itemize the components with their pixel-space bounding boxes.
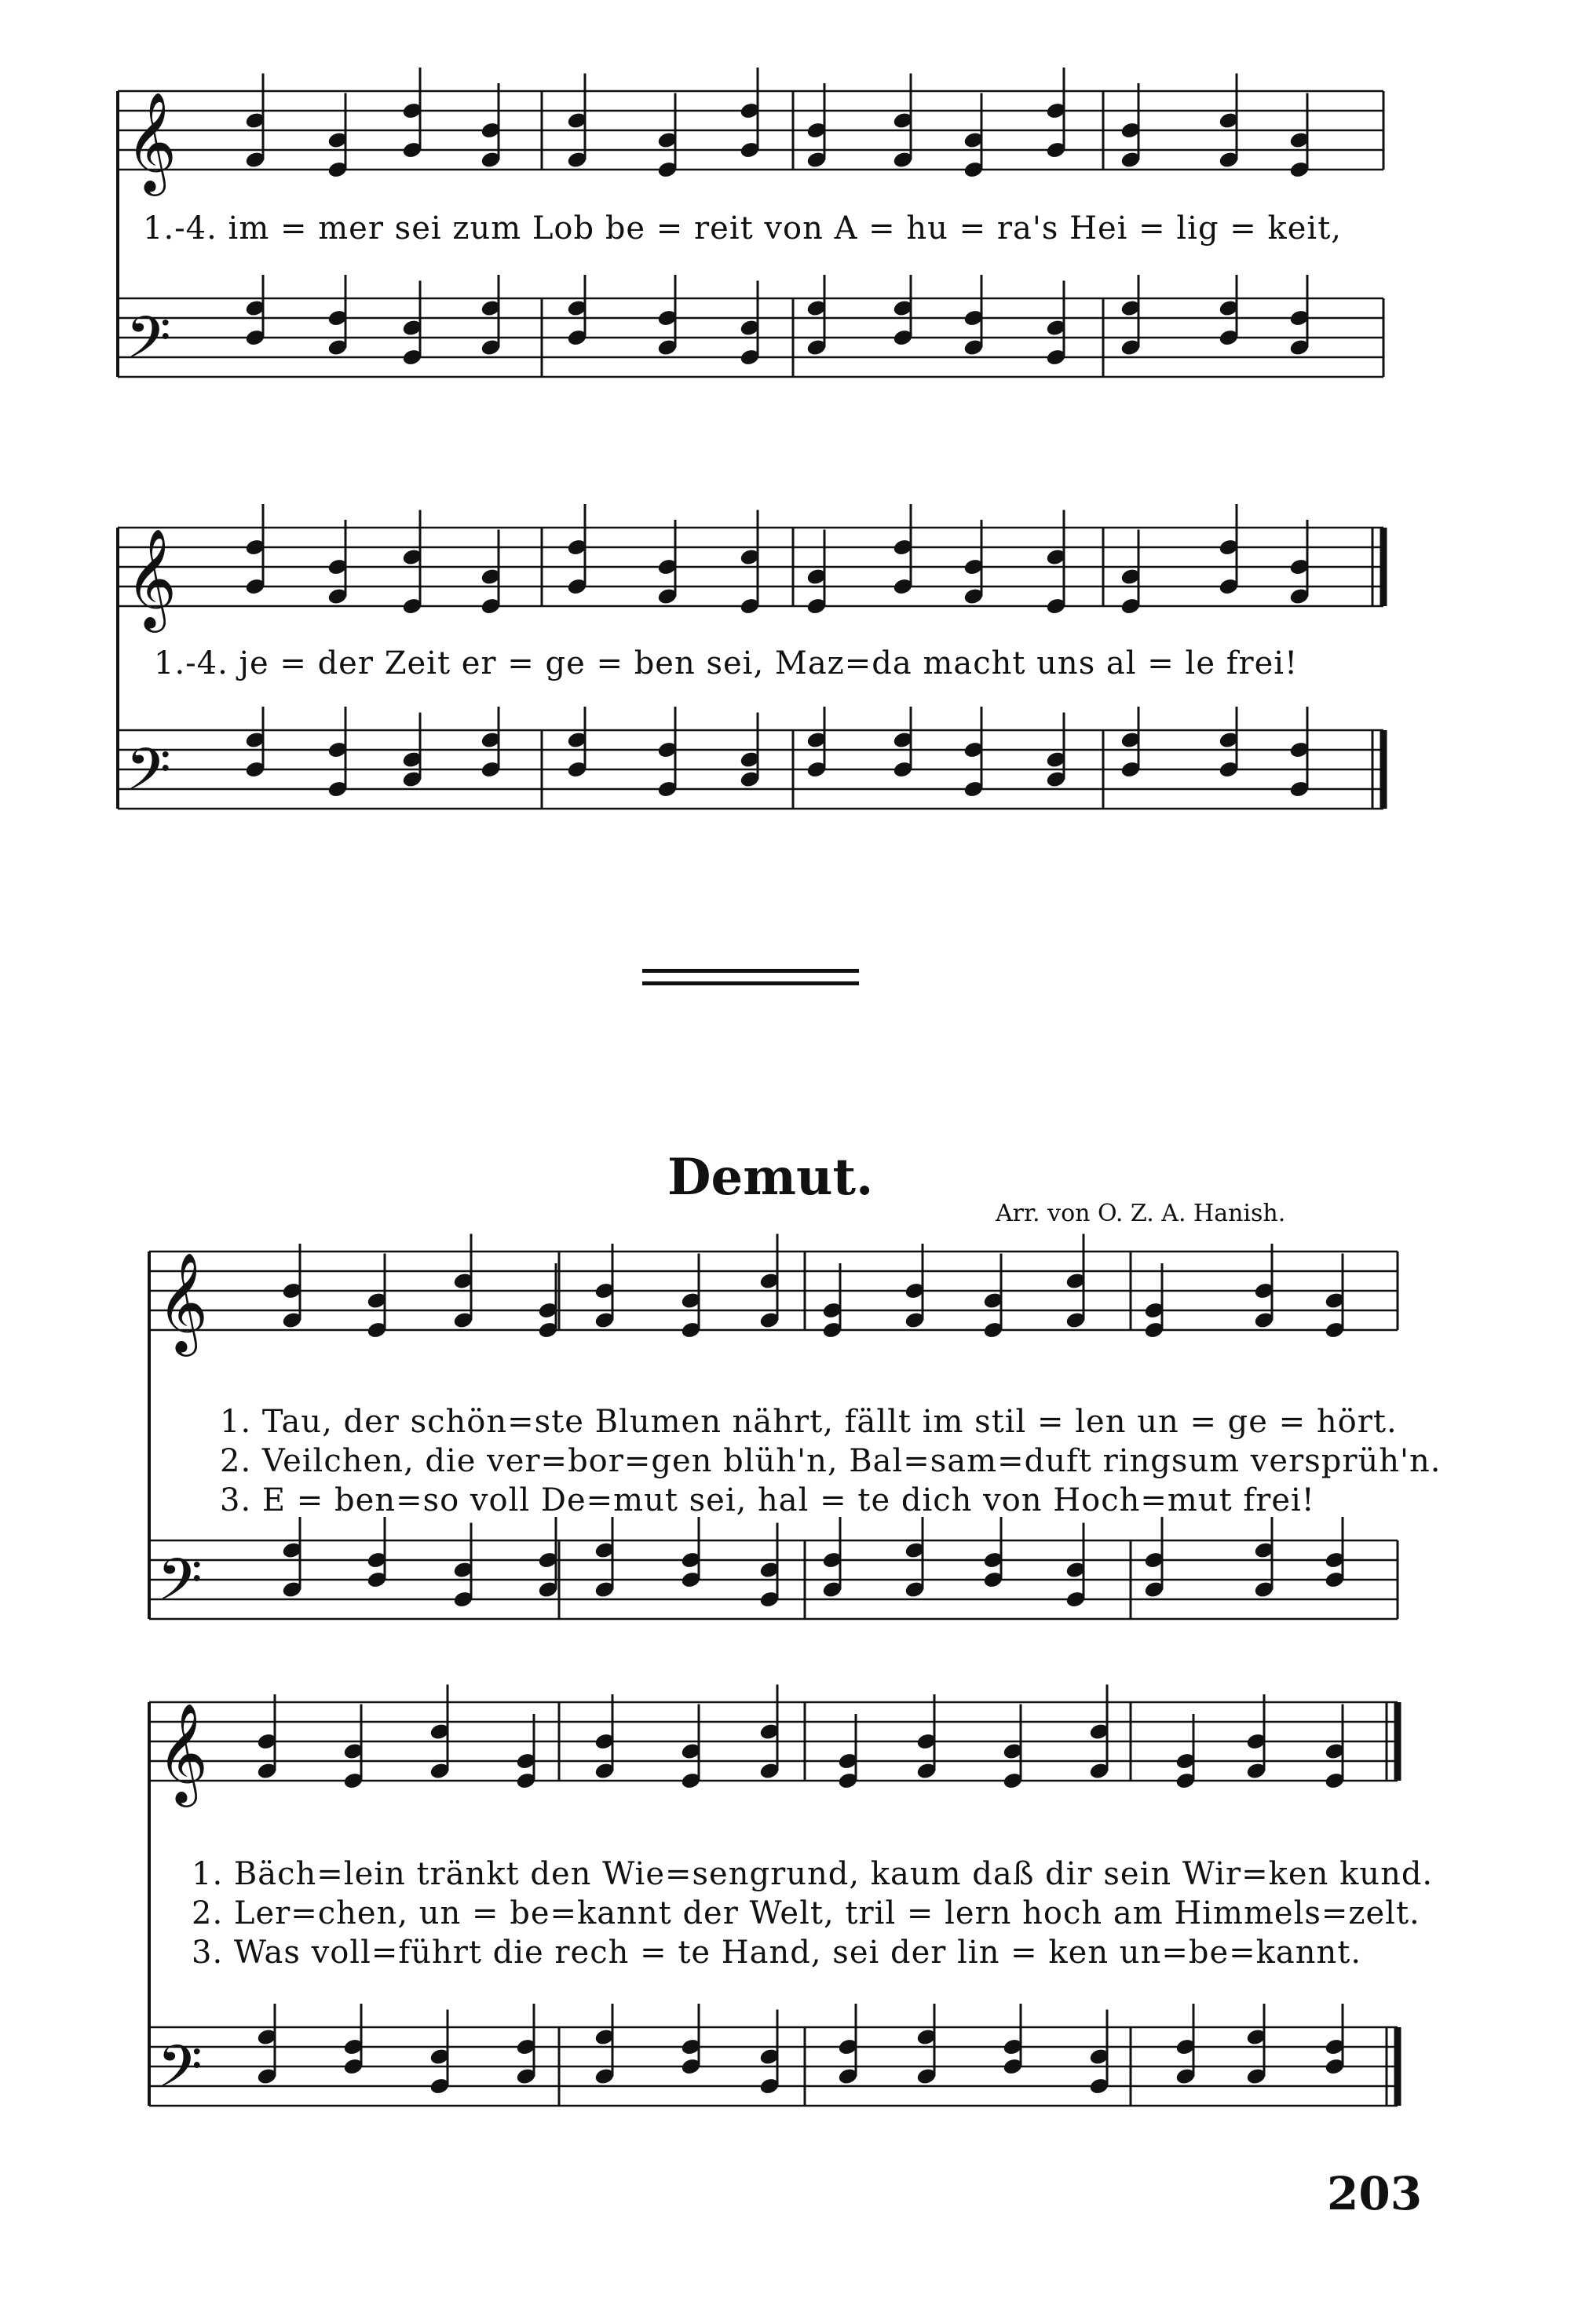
svg-text:𝄞: 𝄞 (157, 1702, 209, 1803)
system3-verse-2: 2. Veilchen, die ver=bor=gen blüh'n, Bal=sam=duft ringsum versprüh'n. (220, 1443, 1442, 1479)
page-number: 203 (1327, 2167, 1423, 2220)
hymn-title: Demut. (667, 1148, 874, 1207)
svg-text:𝄞: 𝄞 (157, 1252, 209, 1352)
svg-text:𝄞: 𝄞 (126, 528, 177, 628)
svg-text:𝄢: 𝄢 (157, 1546, 203, 1628)
section-divider-top (642, 969, 859, 973)
system3-verse-1: 1. Tau, der schön=ste Blumen nährt, fällt im stil = len un = ge = hört. (220, 1404, 1398, 1440)
svg-text:𝄞: 𝄞 (126, 91, 177, 192)
system1-lyrics: 1.-4. im = mer sei zum Lob be = reit von A = hu = ra's Hei = lig = keit, (143, 210, 1342, 247)
system2-lyrics: 1.-4. je = der Zeit er = ge = ben sei, Maz=da macht uns al = le frei! (154, 645, 1299, 681)
arranger-credit: Arr. von O. Z. A. Hanish. (996, 1200, 1286, 1227)
system3-verse-3: 3. E = ben=so voll De=mut sei, hal = te dich von Hoch=mut frei! (220, 1482, 1315, 1518)
system4-verse-3: 3. Was voll=führt die rech = te Hand, sei der lin = ken un=be=kannt. (192, 1935, 1362, 1971)
system4-verse-1: 1. Bäch=lein tränkt den Wie=sengrund, kaum daß dir sein Wir=ken kund. (192, 1856, 1434, 1892)
system4-verse-2: 2. Ler=chen, un = be=kannt der Welt, tril = lern hoch am Himmels=zelt. (192, 1895, 1420, 1931)
svg-text:𝄢: 𝄢 (126, 304, 171, 386)
svg-text:𝄢: 𝄢 (157, 2033, 203, 2115)
svg-text:𝄢: 𝄢 (126, 736, 171, 818)
section-divider-bottom (642, 981, 859, 985)
